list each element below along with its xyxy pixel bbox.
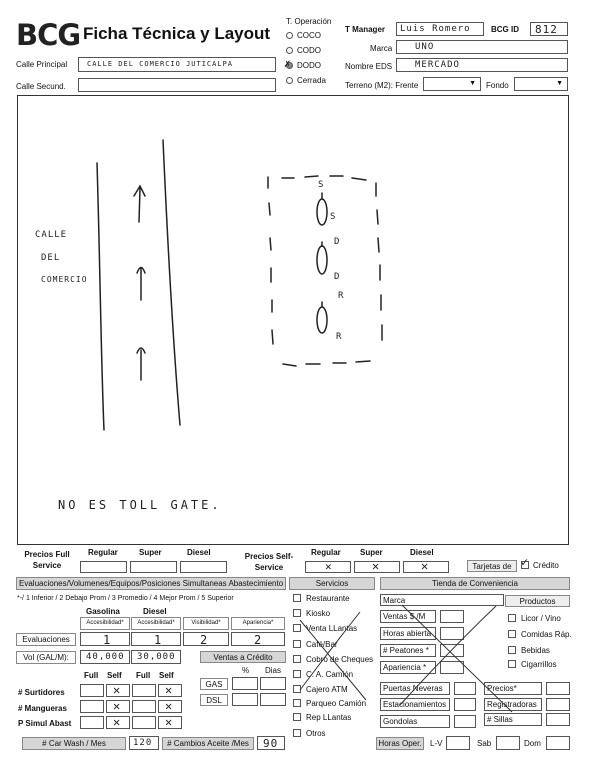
col-regular: Regular — [88, 548, 118, 557]
row-evaluaciones-label: Evaluaciones — [16, 633, 76, 646]
precios-self-label: Precios Self-Service — [244, 552, 294, 572]
sub-visibilidad: Visibilidad* — [183, 617, 229, 630]
col-super: Super — [139, 548, 162, 557]
dodo-mark: ✗ — [284, 57, 292, 70]
bcg-id-value: 812 — [535, 23, 558, 36]
chevron-down-icon: ▼ — [556, 80, 563, 87]
pct-label: % — [242, 666, 250, 675]
pump-label: S — [330, 212, 337, 222]
evaluaciones-header: Evaluaciones/Volumenes/Equipos/Posiciones Simultaneas Abastecimiento — [16, 577, 286, 590]
x-mark: ✕ — [113, 715, 122, 729]
col-diesel: Diesel — [410, 548, 434, 557]
x-mark: ✕ — [113, 683, 122, 697]
dsl-label: DSL — [200, 694, 228, 706]
car-wash-label: # Car Wash / Mes — [22, 737, 126, 750]
estacionamientos-label: Estacionamientos — [383, 700, 447, 709]
pump-label: S — [318, 180, 325, 190]
terreno-label: Terreno (M2): Frente — [345, 81, 419, 90]
col-full: Full — [136, 671, 151, 680]
manager-value: Luis Romero — [400, 24, 471, 34]
calle-principal-label: Calle Principal — [16, 60, 68, 69]
pump-label: D — [334, 237, 341, 247]
chevron-down-icon: ▼ — [469, 80, 476, 87]
tipo-operacion-label: T. Operación — [286, 17, 332, 26]
tarjetas-label: Tarjetas de — [467, 560, 517, 572]
col-super: Super — [360, 548, 383, 557]
rating-scale: *-/ 1 Inferior / 2 Debajo Prom / 3 Promedio / 4 Mejor Prom / 5 Superior — [17, 595, 234, 602]
pump-label: R — [336, 332, 343, 342]
row-simul: P Simul Abast — [18, 719, 72, 728]
car-wash-value: 120 — [133, 738, 153, 748]
nombre-eds-label: Nombre EDS — [345, 62, 393, 71]
option-dodo: DODO — [297, 61, 321, 70]
col-diesel: Diesel — [187, 548, 211, 557]
svc-label: Otros — [306, 729, 326, 738]
calle-principal-value: CALLE DEL COMERCIO JUTICALPA — [87, 60, 234, 68]
nombre-eds-value: MERCADO — [415, 60, 460, 70]
row-surtidores: # Surtidores — [18, 688, 65, 697]
option-codo: CODO — [297, 46, 321, 55]
x-mark: ✕ — [165, 683, 174, 697]
bcg-logo: BCG — [16, 18, 81, 52]
servicios-header: Servicios — [289, 577, 375, 590]
sab-label: Sab — [477, 739, 492, 748]
col-gasolina: Gasolina — [86, 607, 120, 616]
tienda-header: Tienda de Conveniencia — [380, 577, 570, 590]
col-self: Self — [107, 671, 122, 680]
page-title: Ficha Técnica y Layout — [83, 24, 271, 43]
tienda-apariencia-label: Apariencia * — [383, 663, 427, 672]
col-full: Full — [84, 671, 99, 680]
street-name-3: COMERCIO — [41, 275, 88, 284]
tienda-ventas-label: Ventas $ /M — [383, 612, 426, 621]
credito-label: Crédito — [533, 561, 559, 570]
svc-label: Rep LLantas — [306, 713, 352, 722]
vol-value: 30,000 — [137, 652, 176, 662]
pump-label: D — [334, 272, 341, 282]
svc-label: C. A. Camión — [306, 670, 354, 679]
eval-value: 2 — [200, 633, 209, 647]
puertas-label: Puertas Neveras — [383, 684, 443, 693]
prod-label: Bebidas — [521, 646, 550, 655]
horas-oper-label: Horas Oper. — [376, 737, 424, 750]
option-coco: COCO — [297, 31, 321, 40]
cambios-value: 90 — [263, 737, 279, 750]
row-vol-label: Vol (GAL/M): — [16, 651, 76, 664]
prod-label: Licor / Vino — [521, 614, 561, 623]
eval-value: 2 — [254, 633, 263, 647]
row-mangueras: # Mangueras — [18, 704, 67, 713]
col-self: Self — [159, 671, 174, 680]
sub-accesibilidad-2: Accesibilidad* — [131, 617, 181, 630]
col-regular: Regular — [311, 548, 341, 557]
sketch-note: NO ES TOLL GATE. — [58, 498, 222, 512]
check-mark: ✓ — [521, 555, 530, 569]
prod-label: Cigarrillos — [521, 660, 557, 669]
dom-label: Dom — [524, 739, 541, 748]
svc-label: Café/Bar — [306, 640, 338, 649]
svc-label: Restaurante — [306, 594, 350, 603]
col-diesel-eval: Diesel — [143, 607, 167, 616]
eval-value: 1 — [154, 633, 163, 647]
sub-apariencia: Apariencia* — [231, 617, 285, 630]
tienda-marca-label: Marca — [383, 596, 406, 605]
eval-value: 1 — [103, 633, 112, 647]
precios-full-label: Precios Full Service — [24, 550, 70, 570]
bcg-id-label: BCG ID — [491, 25, 519, 34]
svc-label: Kiosko — [306, 609, 331, 618]
fondo-label: Fondo — [486, 81, 509, 90]
svc-label: Cajero ATM — [306, 685, 348, 694]
gas-label: GAS — [200, 678, 228, 690]
marca-label: Marca — [370, 44, 393, 53]
cambios-aceite-label: # Cambios Aceite /Mes — [162, 737, 254, 750]
vol-value: 40,000 — [86, 652, 125, 662]
svc-label: Parqueo Camión — [306, 699, 367, 708]
lv-label: L-V — [430, 739, 443, 748]
tienda-peatones-label: # Peatones * — [383, 646, 429, 655]
svc-label: Cobro de Cheques — [306, 655, 374, 664]
strike-mark: ✕ — [421, 559, 430, 573]
calle-secund-label: Calle Secund. — [16, 82, 66, 91]
x-mark: ✕ — [113, 699, 122, 713]
ventas-credito-header: Ventas a Crédito — [200, 651, 286, 663]
tienda-horas-label: Horas abierta — [383, 629, 432, 638]
registradoras-label: Registradoras — [487, 700, 537, 709]
street-name-2: DEL — [41, 253, 61, 263]
sillas-label: # Sillas — [487, 715, 513, 724]
sub-accesibilidad-1: Accesibilidad* — [80, 617, 130, 630]
gondolas-label: Gondolas — [383, 717, 418, 726]
svc-label: Venta LLantas — [306, 624, 358, 633]
option-cerrada: Cerrada — [297, 76, 326, 85]
strike-mark: ✕ — [372, 559, 381, 573]
precios-label: Precios* — [487, 684, 517, 693]
dias-label: Dias — [265, 666, 282, 675]
productos-header: Productos — [505, 595, 570, 607]
marca-value: UNO — [415, 42, 435, 52]
x-mark: ✕ — [165, 715, 174, 729]
pump-label: R — [338, 291, 345, 301]
prod-label: Comidas Ráp. — [521, 630, 572, 639]
manager-label: T Manager — [345, 25, 386, 34]
strike-mark: ✕ — [325, 560, 333, 573]
x-mark: ✕ — [165, 699, 174, 713]
street-name-1: CALLE — [35, 230, 68, 240]
